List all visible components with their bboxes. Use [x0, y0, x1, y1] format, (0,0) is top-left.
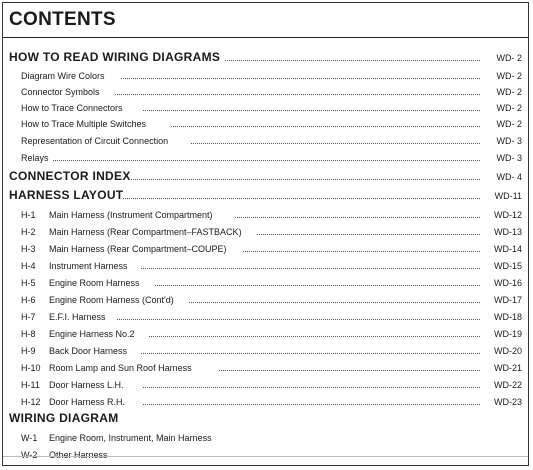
toc-section-label: WIRING DIAGRAM	[9, 411, 119, 425]
toc-item-connector-symbols[interactable]	[3, 81, 528, 97]
leader-dots	[189, 302, 480, 303]
leader-dots	[123, 198, 480, 199]
toc-section-label: HOW TO READ WIRING DIAGRAMS	[9, 50, 221, 64]
leader-dots	[149, 336, 480, 337]
toc-harness-h1[interactable]	[3, 204, 528, 220]
toc-item-label: Main Harness (Rear Compartment–COUPE)	[49, 244, 227, 254]
toc-item-trace-multiple-switches[interactable]	[3, 113, 528, 129]
toc-harness-h3[interactable]	[3, 238, 528, 254]
contents-page	[2, 2, 529, 466]
toc-harness-h5[interactable]	[3, 272, 528, 288]
toc-page-number: WD-11	[494, 191, 522, 201]
leader-dots	[143, 387, 480, 388]
toc-item-label: Relays	[21, 153, 49, 163]
leader-dots	[53, 160, 480, 161]
toc-harness-h8[interactable]	[3, 323, 528, 339]
toc-item-label: How to Trace Connectors	[21, 103, 123, 113]
toc-page-number: WD-13	[493, 227, 522, 237]
leader-dots	[171, 126, 480, 127]
title-rule	[3, 37, 528, 38]
leader-dots	[191, 143, 480, 144]
toc-page-number: WD- 3	[496, 136, 522, 146]
leader-dots	[155, 285, 480, 286]
toc-item-code: H-7	[21, 312, 36, 322]
leader-dots	[143, 404, 480, 405]
leader-dots	[243, 251, 480, 252]
toc-item-label: Engine Room, Instrument, Main Harness	[49, 433, 212, 443]
toc-item-label: Main Harness (Rear Compartment–FASTBACK)	[49, 227, 242, 237]
toc-item-diagram-wire-colors[interactable]	[3, 65, 528, 81]
toc-item-label: How to Trace Multiple Switches	[21, 119, 147, 129]
leader-dots	[141, 268, 480, 269]
leader-dots	[143, 110, 480, 111]
toc-item-code: H-5	[21, 278, 36, 288]
toc-harness-h6[interactable]	[3, 289, 528, 305]
toc-item-code: H-4	[21, 261, 36, 271]
toc-item-code: H-12	[21, 397, 41, 407]
toc-page-number: WD-17	[493, 295, 522, 305]
page-footer-rule	[3, 456, 528, 465]
toc-harness-h4[interactable]	[3, 255, 528, 271]
toc-page-number: WD-23	[493, 397, 522, 407]
toc-harness-h7[interactable]	[3, 306, 528, 322]
toc-item-label: Engine Room Harness (Cont'd)	[49, 295, 174, 305]
toc-item-code: H-11	[21, 380, 40, 390]
toc-harness-h9[interactable]	[3, 340, 528, 356]
toc-page-number: WD-16	[493, 278, 522, 288]
toc-page-number: WD- 3	[496, 153, 522, 163]
toc-page-number: WD- 2	[496, 53, 522, 63]
toc-item-trace-connectors[interactable]	[3, 97, 528, 113]
toc-item-relays[interactable]	[3, 147, 528, 163]
toc-item-code: W-2	[21, 450, 38, 460]
toc-page-number: WD- 2	[496, 119, 522, 129]
toc-harness-h2[interactable]	[3, 221, 528, 237]
toc-item-label: Door Harness R.H.	[49, 397, 126, 407]
toc-page-number: WD-19	[493, 329, 522, 339]
page-title: CONTENTS	[9, 9, 116, 30]
toc-item-label: Main Harness (Instrument Compartment)	[49, 210, 213, 220]
toc-section-label: CONNECTOR INDEX	[9, 169, 131, 183]
toc-item-label: E.F.I. Harness	[49, 312, 106, 322]
toc-page-number: WD-14	[493, 244, 522, 254]
toc-item-label: Door Harness L.H.	[49, 380, 124, 390]
toc-item-label: Room Lamp and Sun Roof Harness	[49, 363, 192, 373]
leader-dots	[117, 319, 480, 320]
toc-item-code: H-6	[21, 295, 36, 305]
toc-section-label: HARNESS LAYOUT	[9, 188, 124, 202]
toc-page-number: WD-21	[493, 363, 522, 373]
leader-dots	[235, 217, 480, 218]
toc-harness-h12[interactable]	[3, 391, 528, 407]
toc-item-label: Engine Room Harness	[49, 278, 140, 288]
toc-item-code: W-1	[21, 433, 38, 443]
leader-dots	[121, 78, 480, 79]
leader-dots	[257, 234, 480, 235]
toc-item-code: H-2	[21, 227, 36, 237]
toc-item-code: H-8	[21, 329, 36, 339]
toc-item-label: Engine Harness No.2	[49, 329, 135, 339]
toc-section-wiring-diagram[interactable]	[3, 408, 528, 424]
toc-page-number: WD- 2	[496, 71, 522, 81]
toc-page-number: WD- 4	[496, 172, 522, 182]
leader-dots	[219, 370, 480, 371]
toc-page-number: WD- 2	[496, 87, 522, 97]
toc-item-code: H-1	[21, 210, 36, 220]
toc-page-number: WD-22	[493, 380, 522, 390]
toc-item-code: H-10	[21, 363, 41, 373]
toc-harness-h10[interactable]	[3, 357, 528, 373]
leader-dots	[115, 94, 480, 95]
toc-item-label: Connector Symbols	[21, 87, 100, 97]
toc-page-number: WD-20	[493, 346, 522, 356]
toc-page-number: WD-15	[493, 261, 522, 271]
toc-harness-h11[interactable]	[3, 374, 528, 390]
toc-section-connector-index[interactable]	[3, 166, 528, 182]
toc-page-number: WD- 2	[496, 103, 522, 113]
leader-dots	[225, 60, 480, 61]
toc-section-harness-layout[interactable]	[3, 185, 528, 201]
toc-page-number: WD-18	[493, 312, 522, 322]
toc-item-label: Diagram Wire Colors	[21, 71, 105, 81]
toc-page-number: WD-12	[493, 210, 522, 220]
toc-wiring-w1[interactable]	[3, 427, 528, 443]
leader-dots	[129, 179, 480, 180]
leader-dots	[141, 353, 480, 354]
toc-item-label: Representation of Circuit Connection	[21, 136, 169, 146]
toc-item-label: Back Door Harness	[49, 346, 128, 356]
toc-item-label: Other Harness	[49, 450, 108, 460]
toc-item-code: H-3	[21, 244, 36, 254]
toc-section-how-to-read[interactable]	[3, 47, 528, 63]
toc-item-code: H-9	[21, 346, 36, 356]
toc-item-circuit-connection[interactable]	[3, 130, 528, 146]
toc-item-label: Instrument Harness	[49, 261, 128, 271]
